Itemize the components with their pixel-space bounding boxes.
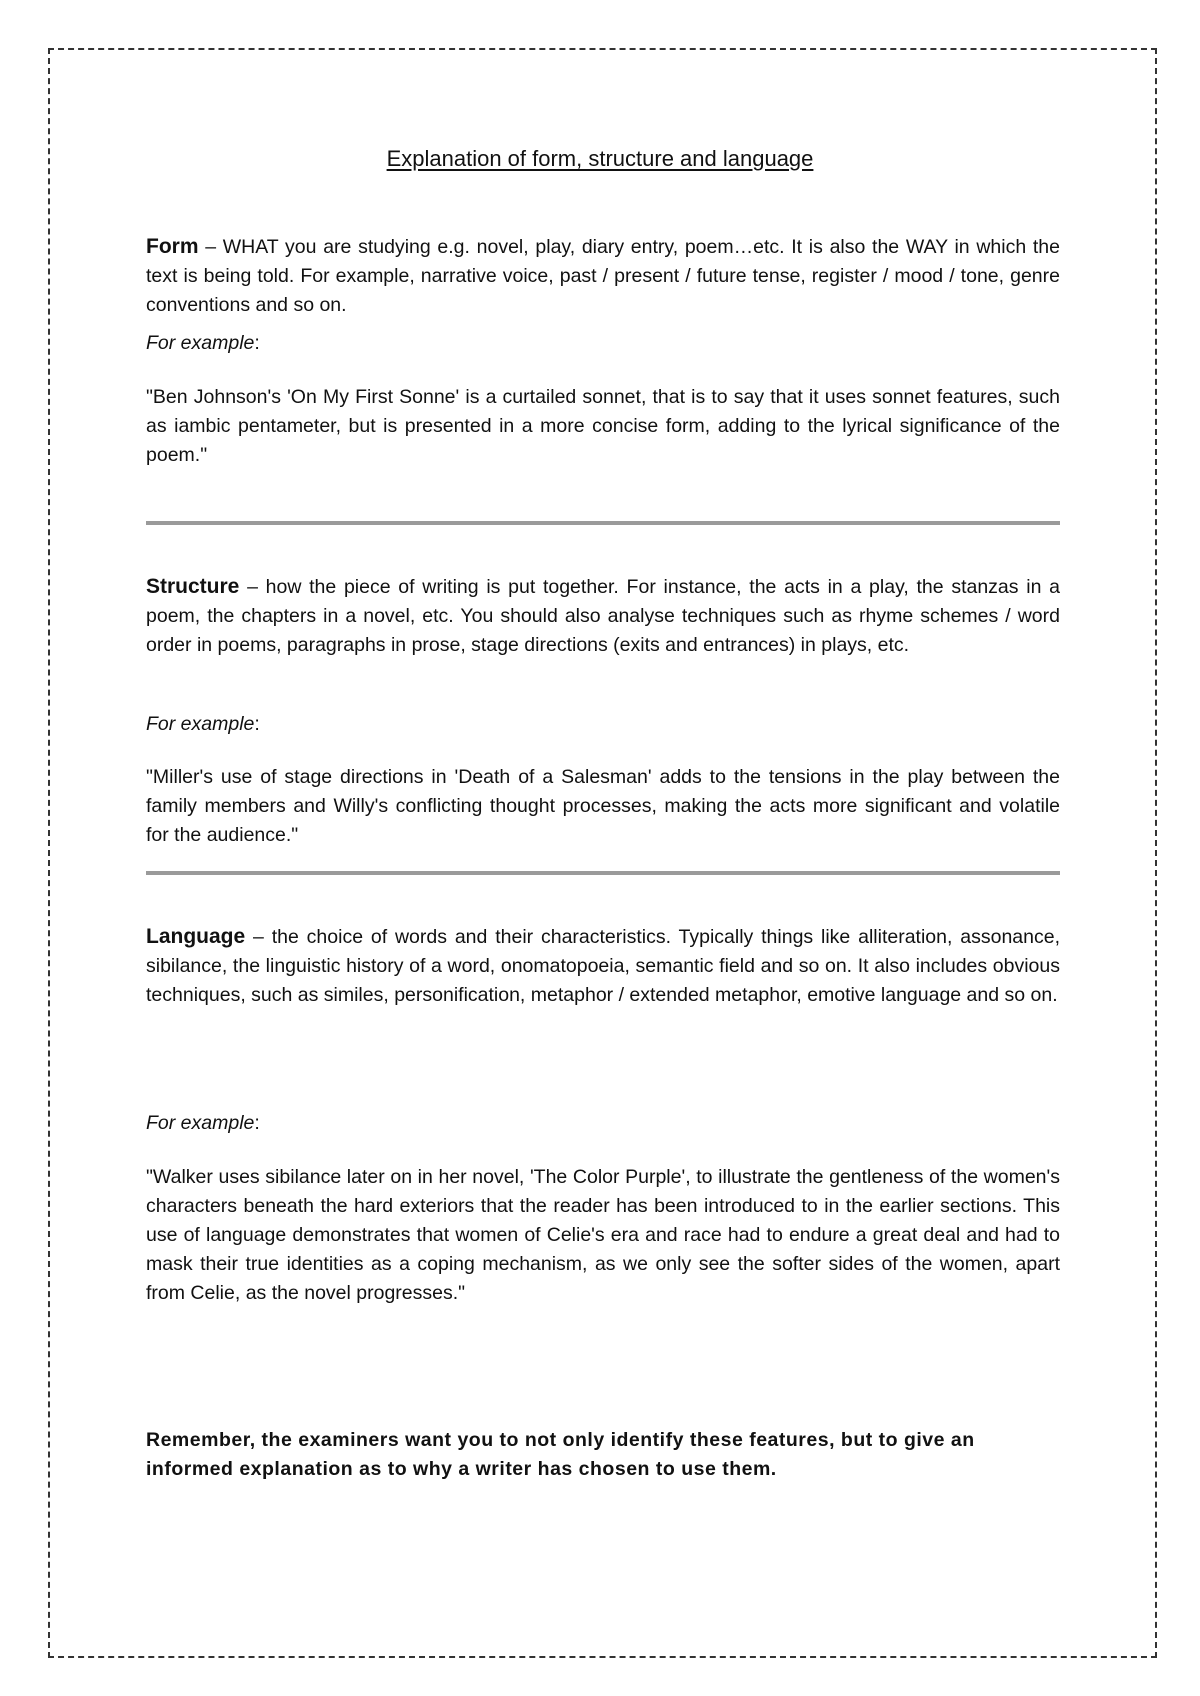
form-example-quote-block <box>146 383 1060 470</box>
reminder-note: Remember, the examiners want you to not only identify these features, but to give an informed explanation as to why a writer has chosen to use them. <box>146 1429 975 1480</box>
language-example-colon: : <box>254 1112 260 1134</box>
language-example-quote: "Walker uses sibilance later on in her novel, 'The Color Purple', to illustrate the gentleness of the women's characters beneath the hard exteriors that the reader has been introduced to in the earlier sections. This use of language demonstrates that women of Celie's era and race had to endure a great deal and had to mask their true identities as a coping mechanism, as we only see the softer sides of the women, apart from Celie, as the novel progresses." <box>146 1166 1060 1304</box>
form-definition <box>146 232 1060 320</box>
structure-term: Structure <box>146 575 240 598</box>
form-example-label <box>146 332 1060 355</box>
structure-example-label-text: For example <box>146 713 255 735</box>
language-section <box>146 922 1060 1010</box>
language-term: Language <box>146 925 246 948</box>
language-example-label-row <box>146 1112 1060 1135</box>
structure-section <box>146 572 1060 660</box>
form-term: Form <box>146 235 199 258</box>
section-divider <box>146 521 1060 525</box>
structure-example-label <box>146 713 1060 736</box>
form-example-quote: "Ben Johnson's 'On My First Sonne' is a curtailed sonnet, that is to say that it uses sonnet features, such as iambic pentameter, but is presented in a more concise form, adding to the lyrical significance of the poem." <box>146 386 1060 466</box>
form-example-colon: : <box>254 332 260 354</box>
structure-definition-text: – how the piece of writing is put together. For instance, the acts in a play, the stanzas in a poem, the chapters in a novel, etc. You should also analyse techniques such as rhyme schemes / word order in poems, paragraphs in prose, stage directions (exits and entrances) in plays, etc. <box>146 576 1060 656</box>
language-example-label-text: For example <box>146 1112 255 1134</box>
language-definition-text: – the choice of words and their characteristics. Typically things like alliteration, assonance, sibilance, the linguistic history of a word, onomatopoeia, semantic field and so on. It also includes obvious techniques, such as similes, personification, metaphor / extended metaphor, emotive language and so on. <box>146 926 1060 1006</box>
structure-example-quote-block <box>146 763 1060 850</box>
language-example-label <box>146 1112 1060 1135</box>
language-definition <box>146 922 1060 1010</box>
language-example-quote-block <box>146 1163 1060 1308</box>
form-definition-text: – WHAT you are studying e.g. novel, play, diary entry, poem…etc. It is also the WAY in which the text is being told. For example, narrative voice, past / present / future tense, register / mood / tone, genre conventions and so on. <box>146 236 1060 316</box>
structure-example-colon: : <box>254 713 260 735</box>
page-title: Explanation of form, structure and language <box>386 146 814 171</box>
section-divider <box>146 871 1060 875</box>
form-example-label-text: For example <box>146 332 255 354</box>
structure-example-quote: "Miller's use of stage directions in 'Death of a Salesman' adds to the tensions in the play between the family members and Willy's conflicting thought processes, making the acts more significant and volatile for the audience." <box>146 766 1060 846</box>
structure-definition <box>146 572 1060 660</box>
form-section <box>146 232 1060 320</box>
form-example-label-row <box>146 332 1060 355</box>
structure-example-label-row <box>146 713 1060 736</box>
